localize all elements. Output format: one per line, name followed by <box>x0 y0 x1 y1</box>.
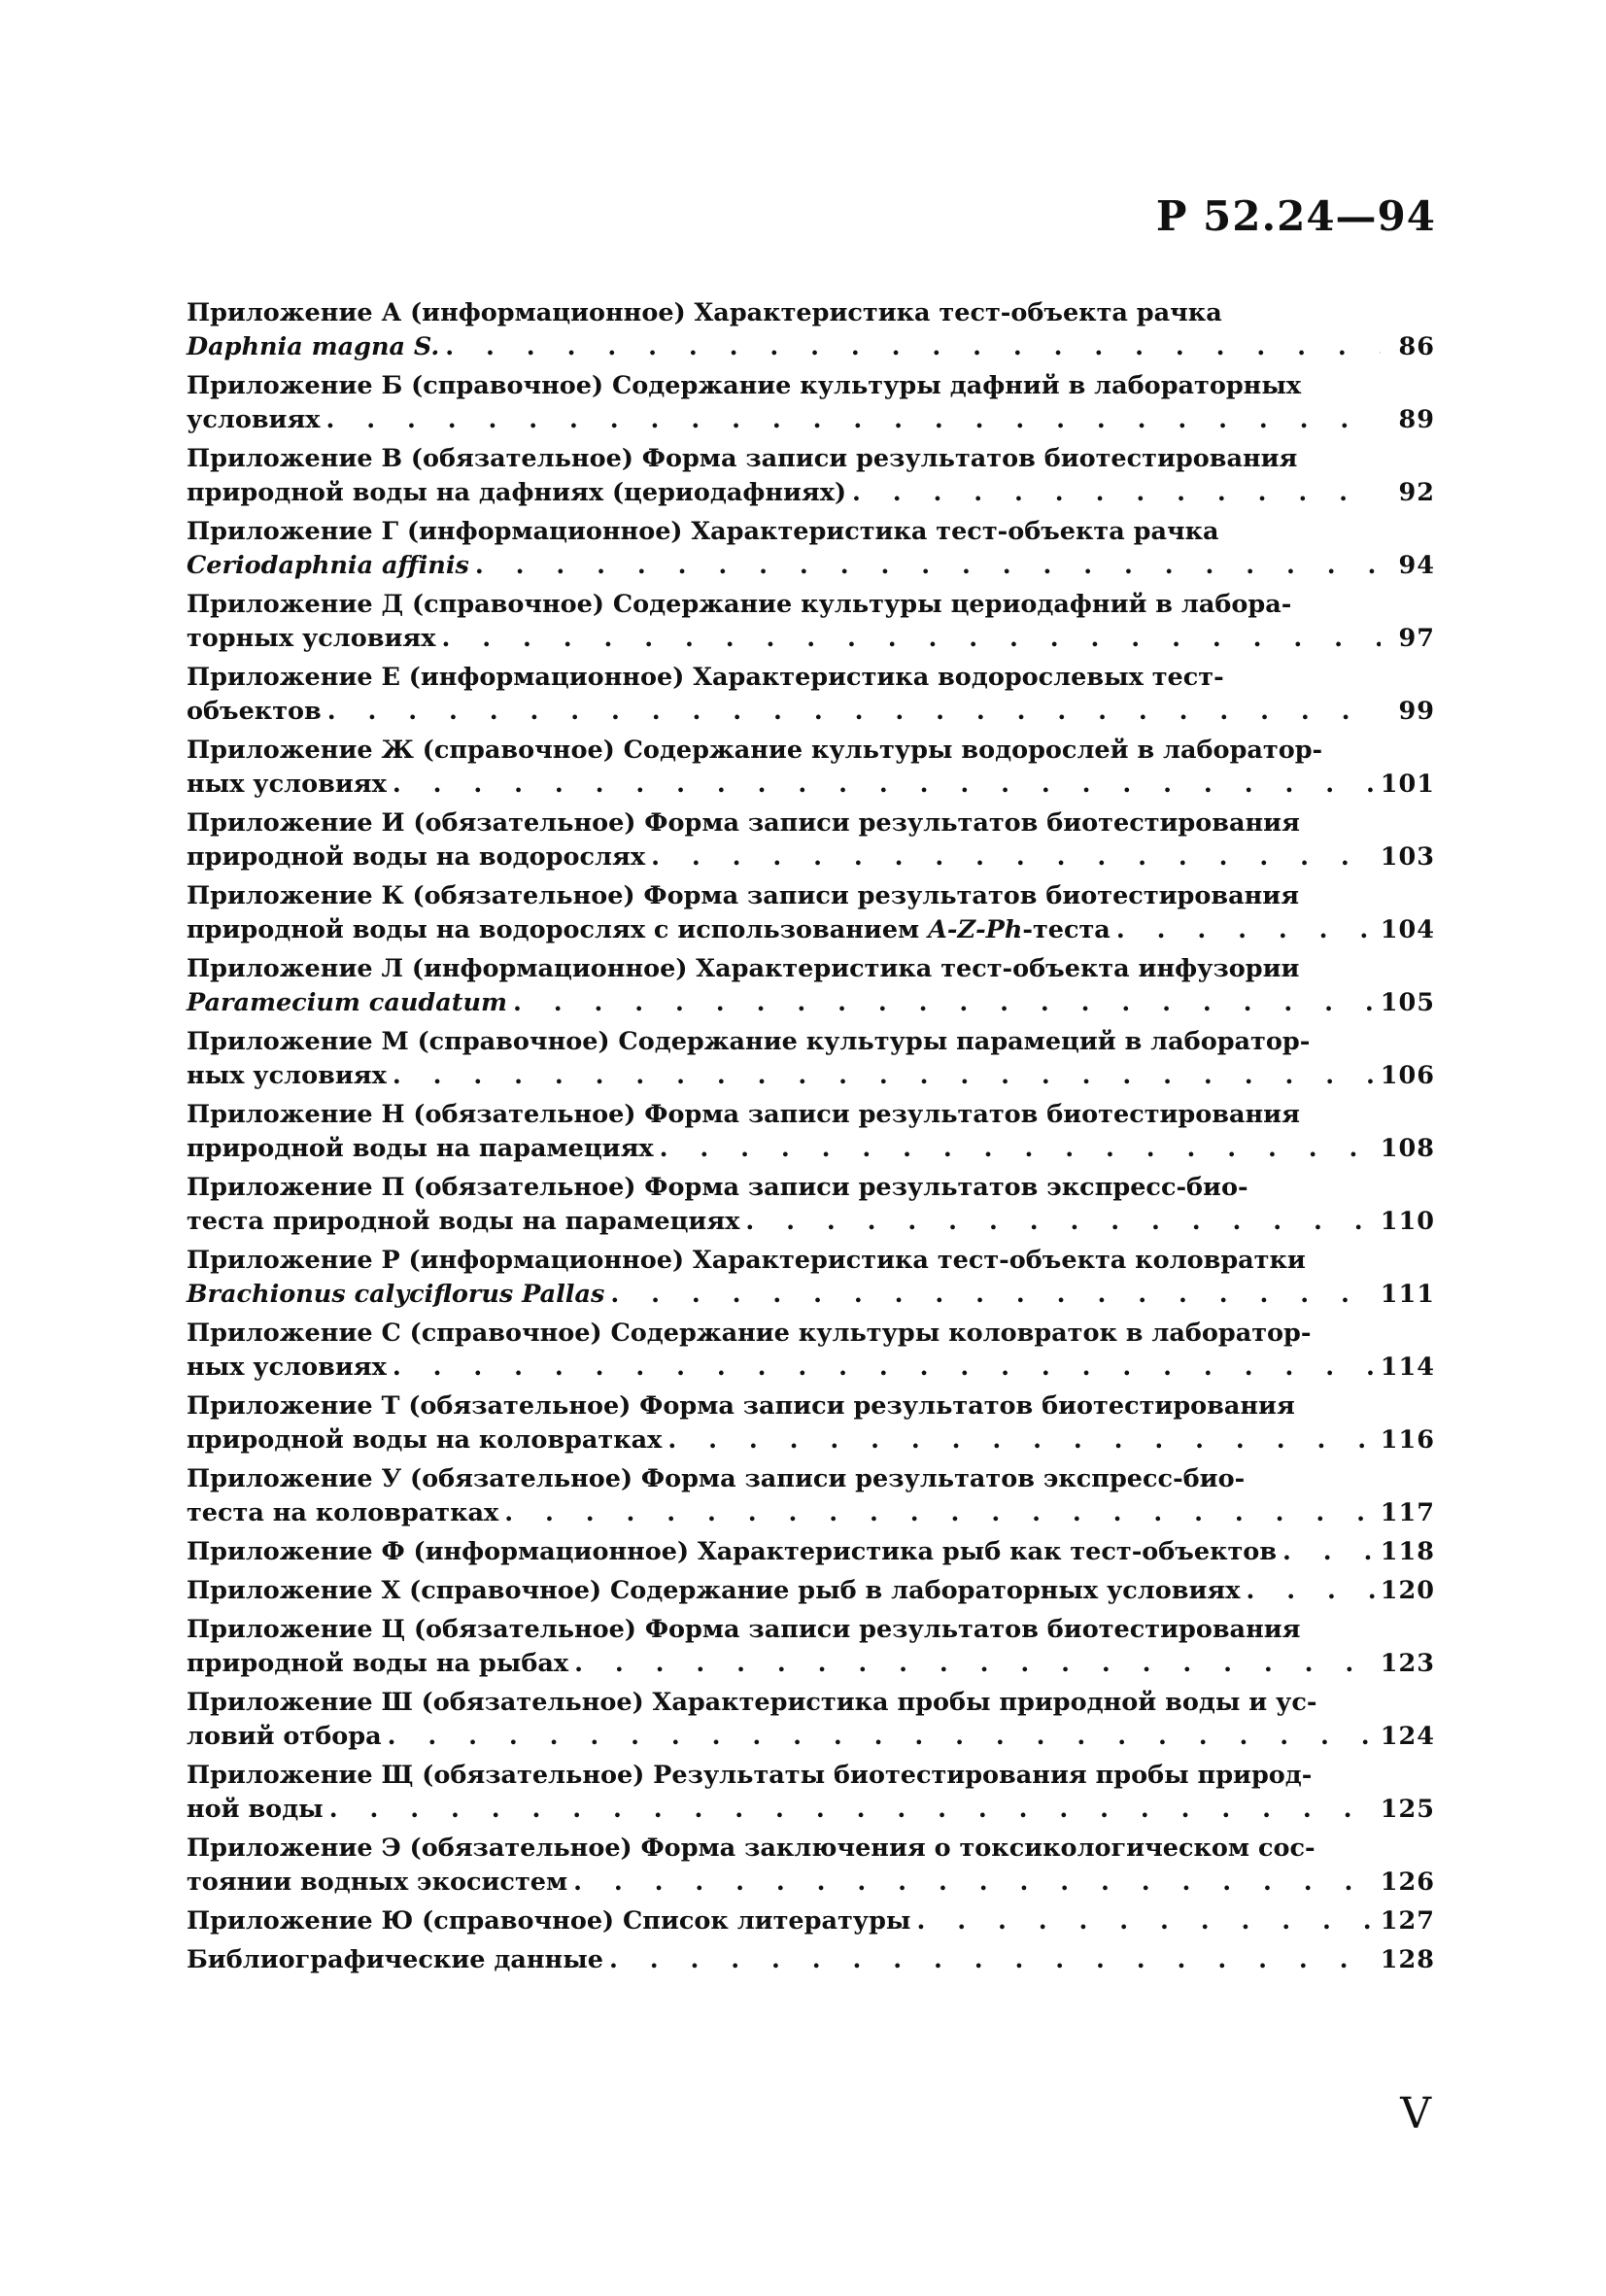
dot-leader <box>660 1132 1375 1166</box>
toc-page-number: 104 <box>1380 915 1435 944</box>
toc-entry[interactable] <box>187 1904 1435 1938</box>
toc-entry-title-line: Приложение Э (обязательное) Форма заключения о токсикологическом сос- <box>187 1833 1316 1863</box>
toc-entry[interactable] <box>187 442 1435 510</box>
toc-entry-title-tail <box>187 1793 324 1827</box>
toc-entry-title-tail <box>187 476 846 510</box>
dot-leader <box>388 1720 1375 1754</box>
document-code-header: Р 52.24—94 <box>1155 192 1436 240</box>
toc-entry-title-line: Приложение Г (информационное) Характеристика тест-объекта рачка <box>187 517 1219 546</box>
toc-entry-last-line <box>187 986 1435 1020</box>
toc-entry-species-name: A-Z-Ph <box>928 915 1023 944</box>
toc-entry[interactable] <box>187 734 1435 802</box>
dot-leader <box>667 1423 1374 1457</box>
toc-entry-title-tail <box>187 1423 662 1457</box>
toc-page-number: 127 <box>1380 1906 1435 1936</box>
dot-leader <box>610 1278 1374 1312</box>
toc-entry-last-line <box>187 403 1435 437</box>
toc-entry-title-text: природной воды на рыбах <box>187 1649 569 1678</box>
toc-entry-title-line: Приложение Н (обязательное) Форма записи результатов биотестирования <box>187 1100 1300 1129</box>
toc-entry-title-text: ных условиях <box>187 1061 387 1090</box>
toc-entry-last-line <box>187 1866 1435 1900</box>
toc-entry-title-text: Приложение Ф (информационное) Характеристика рыб как тест-объектов <box>187 1537 1278 1566</box>
toc-entry-title-text: Библиографические данные <box>187 1945 603 1974</box>
toc-entry-title-tail <box>187 1866 567 1900</box>
dot-leader <box>1282 1535 1375 1569</box>
toc-entry-title-tail <box>187 1132 654 1166</box>
toc-entry-title-tail <box>187 1059 387 1093</box>
dot-leader <box>651 840 1375 874</box>
toc-entry[interactable] <box>187 588 1435 656</box>
toc-entry-title-line: Приложение Ц (обязательное) Форма записи результатов биотестирования <box>187 1615 1301 1644</box>
toc-entry-title-tail <box>187 1278 604 1312</box>
toc-page-number: 123 <box>1380 1649 1435 1678</box>
toc-entry-last-line <box>187 1423 1435 1457</box>
toc-page-number: 110 <box>1380 1207 1435 1236</box>
toc-entry[interactable] <box>187 1832 1435 1900</box>
toc-entry[interactable] <box>187 952 1435 1020</box>
toc-entry-species-name: Daphnia magna S. <box>187 332 440 361</box>
toc-entry[interactable] <box>187 1098 1435 1166</box>
dot-leader <box>445 330 1381 364</box>
toc-entry-last-line <box>187 622 1435 656</box>
toc-entry[interactable] <box>187 1943 1435 1977</box>
toc-entry-last-line <box>187 913 1435 947</box>
toc-page-number: 108 <box>1380 1134 1435 1163</box>
toc-entry-title-line: Приложение Б (справочное) Содержание культуры дафний в лабораторных <box>187 371 1302 400</box>
toc-entry-title-line: Приложение М (справочное) Содержание культуры парамеций в лаборатор- <box>187 1027 1311 1056</box>
toc-entry-title-line: Приложение А (информационное) Характеристика тест-объекта рачка <box>187 298 1222 327</box>
toc-page-number: 124 <box>1380 1722 1435 1751</box>
toc-entry-title-tail <box>187 1647 568 1681</box>
toc-entry-title-tail <box>187 403 321 437</box>
toc-page-number: 118 <box>1380 1537 1435 1566</box>
toc-entry[interactable] <box>187 296 1435 364</box>
toc-entry-title-text: торных условиях <box>187 624 436 653</box>
toc-entry-title-text: теста природной воды на парамециях <box>187 1207 740 1236</box>
toc-page-number: 89 <box>1398 405 1435 434</box>
toc-entry-last-line <box>187 1059 1435 1093</box>
toc-entry-title-line: Приложение Ж (справочное) Содержание культуры водорослей в лаборатор- <box>187 736 1323 765</box>
toc-entry-title-text: условиях <box>187 405 321 434</box>
toc-entry-title-line: Приложение И (обязательное) Форма записи результатов биотестирования <box>187 808 1300 838</box>
toc-entry-title-tail <box>187 1574 1240 1608</box>
toc-entry-last-line <box>187 1904 1435 1938</box>
toc-entry-last-line <box>187 1720 1435 1754</box>
toc-entry-title-line: Приложение К (обязательное) Форма записи результатов биотестирования <box>187 881 1300 910</box>
toc-entry[interactable] <box>187 1244 1435 1312</box>
table-of-contents <box>187 296 1435 1982</box>
toc-page-number: 99 <box>1398 697 1435 726</box>
toc-page-number: 111 <box>1380 1280 1435 1309</box>
toc-entry-title-line: Приложение С (справочное) Содержание культуры коловраток в лаборатор- <box>187 1319 1312 1348</box>
toc-entry-title-text: природной воды на дафниях (цериодафниях) <box>187 478 847 507</box>
toc-entry[interactable] <box>187 1759 1435 1827</box>
toc-entry[interactable] <box>187 1613 1435 1681</box>
toc-entry-title-suffix: -теста <box>1022 915 1111 944</box>
toc-page-number: 117 <box>1380 1498 1435 1527</box>
toc-entry-species-name: Brachionus calyciflorus Pallas <box>187 1280 605 1309</box>
toc-entry[interactable] <box>187 1025 1435 1093</box>
toc-entry-last-line <box>187 1278 1435 1312</box>
toc-entry-title-line: Приложение П (обязательное) Форма записи результатов экспресс-био- <box>187 1173 1248 1202</box>
dot-leader <box>475 549 1381 583</box>
toc-entry[interactable] <box>187 1686 1435 1754</box>
toc-entry-title-tail <box>187 1943 603 1977</box>
dot-leader <box>327 695 1381 729</box>
toc-page-number: 116 <box>1380 1425 1435 1455</box>
toc-entry-last-line <box>187 1205 1435 1239</box>
dot-leader <box>329 1793 1375 1827</box>
toc-entry-title-text: Приложение Ю (справочное) Список литературы <box>187 1906 911 1936</box>
toc-page-number: 101 <box>1380 770 1435 799</box>
toc-page-number: 126 <box>1380 1868 1435 1897</box>
toc-entry[interactable] <box>187 1574 1435 1608</box>
toc-entry-last-line <box>187 1351 1435 1385</box>
toc-entry-title-tail <box>187 840 645 874</box>
toc-entry-species-name: Paramecium caudatum <box>187 988 508 1017</box>
toc-entry-title-tail <box>187 330 439 364</box>
toc-entry-title-tail <box>187 1904 911 1938</box>
toc-entry-last-line <box>187 476 1435 510</box>
toc-entry-title-tail <box>187 622 435 656</box>
toc-page-number: 114 <box>1380 1353 1435 1382</box>
toc-entry-title-text: ной воды <box>187 1795 324 1824</box>
toc-entry-title-line: Приложение Р (информационное) Характеристика тест-объекта коловратки <box>187 1246 1306 1275</box>
toc-page-number: 125 <box>1380 1795 1435 1824</box>
toc-entry[interactable] <box>187 1317 1435 1385</box>
toc-entry-last-line <box>187 695 1435 729</box>
toc-entry[interactable] <box>187 369 1435 437</box>
dot-leader <box>917 1904 1375 1938</box>
dot-leader <box>393 1351 1375 1385</box>
toc-entry-title-tail <box>187 1496 498 1530</box>
toc-entry[interactable] <box>187 1171 1435 1239</box>
toc-entry-title-line: Приложение У (обязательное) Форма записи результатов экспресс-био- <box>187 1464 1246 1493</box>
toc-page-number: 128 <box>1380 1945 1435 1974</box>
toc-entry-title-line: Приложение Е (информационное) Характеристика водорослевых тест- <box>187 663 1224 692</box>
dot-leader <box>393 1059 1375 1093</box>
toc-page-number: 105 <box>1380 988 1435 1017</box>
toc-entry-last-line <box>187 330 1435 364</box>
toc-entry-last-line <box>187 1496 1435 1530</box>
toc-entry-last-line <box>187 1943 1435 1977</box>
toc-entry-species-name: Ceriodaphnia affinis <box>187 551 469 580</box>
toc-entry-title-line: Приложение Л (информационное) Характеристика тест-объекта инфузории <box>187 954 1300 983</box>
toc-entry-last-line <box>187 1793 1435 1827</box>
toc-entry[interactable] <box>187 1462 1435 1530</box>
toc-entry-title-line: Приложение Щ (обязательное) Результаты биотестирования пробы природ- <box>187 1761 1313 1790</box>
toc-entry-title-text: ных условиях <box>187 1353 387 1382</box>
toc-entry-title-text: природной воды на коловратках <box>187 1425 663 1455</box>
toc-entry-title-text: природной воды на водорослях с использованием <box>187 915 929 944</box>
toc-entry-title-line: Приложение Т (обязательное) Форма записи результатов биотестирования <box>187 1391 1295 1421</box>
toc-entry[interactable] <box>187 661 1435 729</box>
toc-entry-title-text: природной воды на парамециях <box>187 1134 654 1163</box>
toc-entry-title-tail <box>187 913 1111 947</box>
toc-entry-last-line <box>187 1535 1435 1569</box>
toc-page-number: 97 <box>1398 624 1435 653</box>
page-number: V <box>1400 2089 1431 2139</box>
toc-entry-title-text: ловий отбора <box>187 1722 382 1751</box>
toc-page-number: 120 <box>1380 1576 1435 1605</box>
toc-entry-title-tail <box>187 768 387 802</box>
dot-leader <box>393 768 1375 802</box>
dot-leader <box>513 986 1375 1020</box>
toc-entry-title-text: теста на коловратках <box>187 1498 499 1527</box>
toc-entry-title-tail <box>187 549 469 583</box>
toc-entry-title-text: природной воды на водорослях <box>187 842 646 872</box>
toc-entry-title-tail <box>187 1720 382 1754</box>
toc-entry-title-tail <box>187 1351 387 1385</box>
toc-entry-last-line <box>187 1132 1435 1166</box>
toc-entry[interactable] <box>187 515 1435 583</box>
toc-page-number: 94 <box>1398 551 1435 580</box>
toc-entry-title-text: Приложение Х (справочное) Содержание рыб в лабораторных условиях <box>187 1576 1241 1605</box>
toc-entry-title-line: Приложение Д (справочное) Содержание культуры цериодафний в лабора- <box>187 590 1292 619</box>
dot-leader <box>1116 913 1375 947</box>
toc-entry-title-tail <box>187 695 322 729</box>
dot-leader <box>326 403 1381 437</box>
dot-leader <box>1246 1574 1374 1608</box>
dot-leader <box>441 622 1381 656</box>
toc-entry-title-text: тоянии водных экосистем <box>187 1868 568 1897</box>
toc-page-number: 106 <box>1380 1061 1435 1090</box>
toc-entry-title-text: объектов <box>187 697 322 726</box>
toc-entry-title-tail <box>187 986 507 1020</box>
toc-entry[interactable] <box>187 1389 1435 1457</box>
toc-entry-title-text: ных условиях <box>187 770 387 799</box>
toc-entry-last-line <box>187 549 1435 583</box>
toc-page-number: 92 <box>1398 478 1435 507</box>
toc-page-number: 103 <box>1380 842 1435 872</box>
toc-entry-last-line <box>187 1647 1435 1681</box>
dot-leader <box>852 476 1381 510</box>
toc-entry-title-line: Приложение В (обязательное) Форма записи результатов биотестирования <box>187 444 1298 473</box>
toc-entry-last-line <box>187 840 1435 874</box>
toc-page-number: 86 <box>1398 332 1435 361</box>
toc-entry[interactable] <box>187 806 1435 874</box>
toc-entry-title-tail <box>187 1205 739 1239</box>
toc-entry[interactable] <box>187 879 1435 947</box>
toc-entry-title-tail <box>187 1535 1277 1569</box>
dot-leader <box>574 1647 1375 1681</box>
toc-entry-title-line: Приложение Ш (обязательное) Характеристика пробы природной воды и ус- <box>187 1688 1317 1717</box>
dot-leader <box>504 1496 1375 1530</box>
toc-entry-last-line <box>187 768 1435 802</box>
dot-leader <box>609 1943 1375 1977</box>
dot-leader <box>745 1205 1374 1239</box>
toc-entry[interactable] <box>187 1535 1435 1569</box>
toc-entry-last-line <box>187 1574 1435 1608</box>
dot-leader <box>573 1866 1375 1900</box>
